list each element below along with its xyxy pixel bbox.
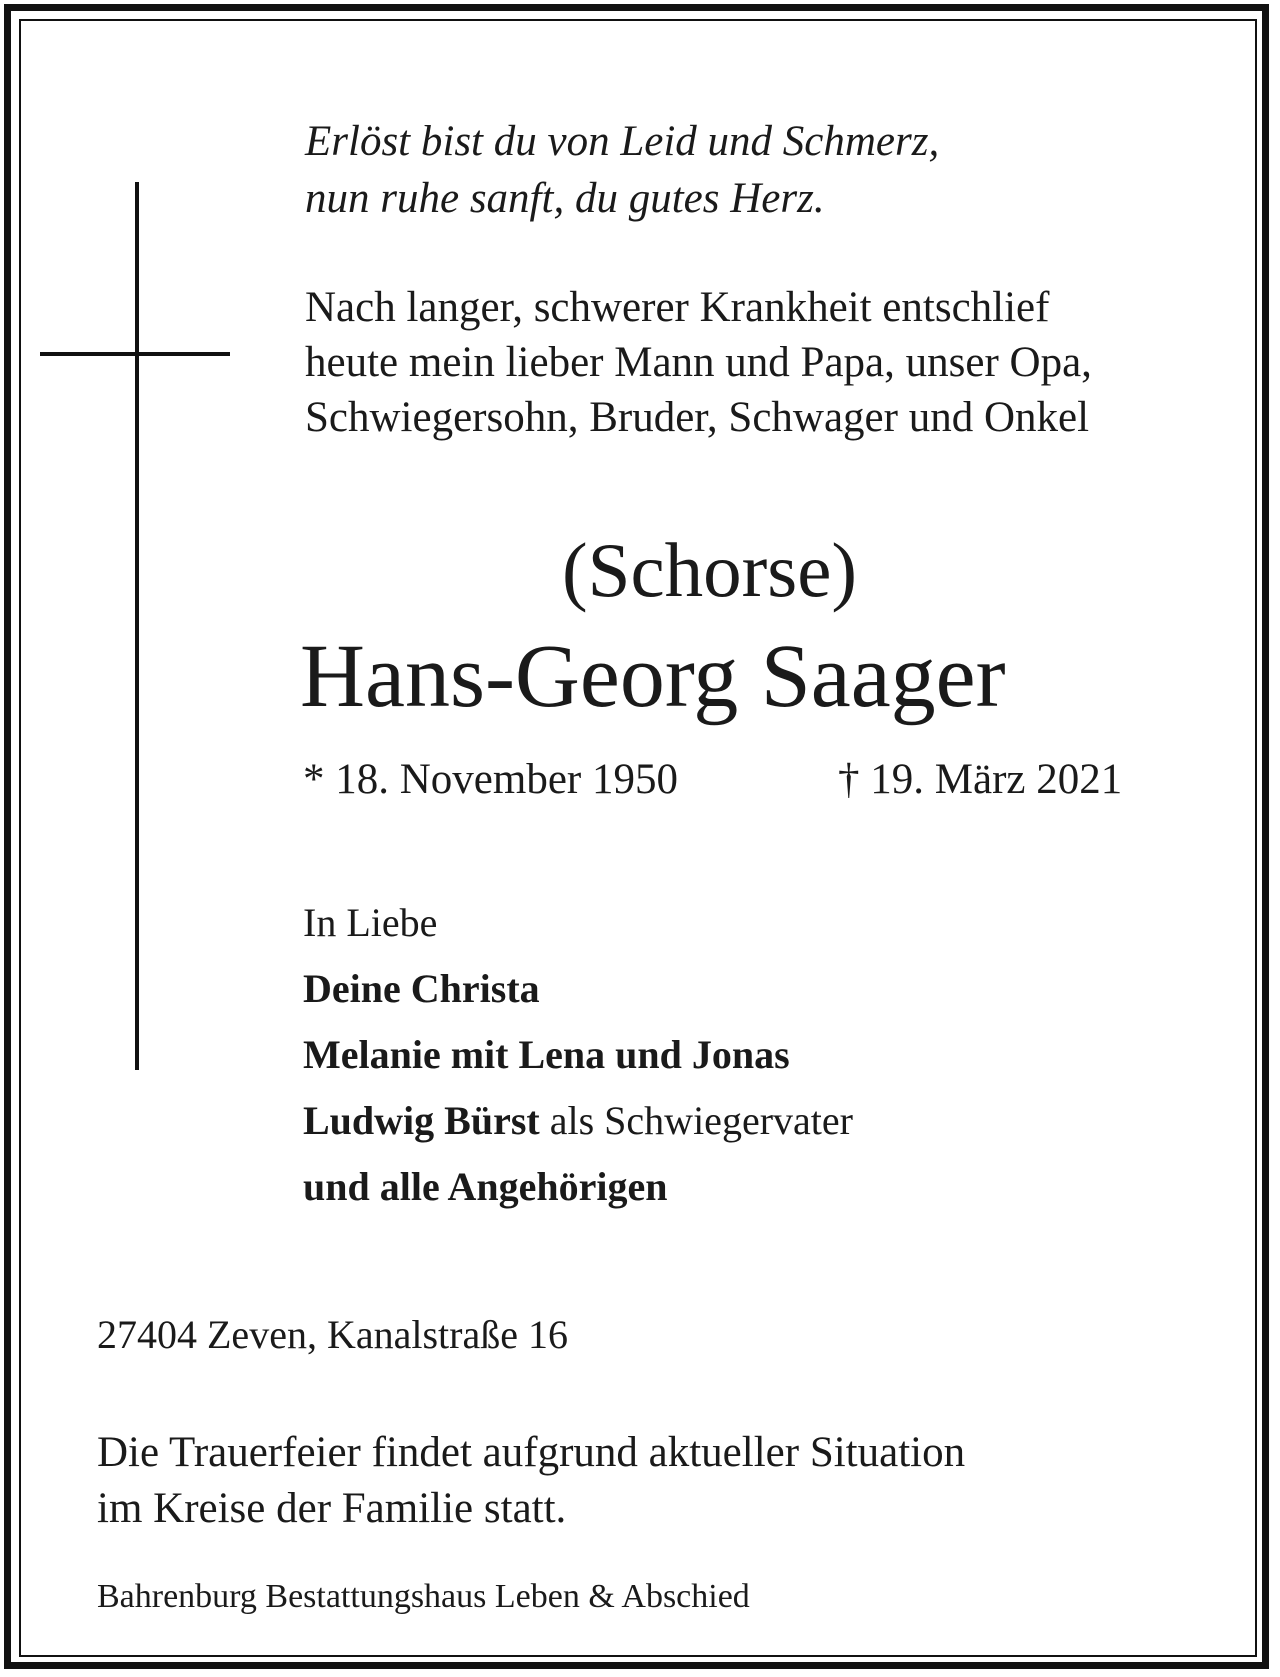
mourners-list [303,890,853,1220]
intro-line-3: Schwiegersohn, Bruder, Schwager und Onkel [305,394,1090,441]
inner-border [19,19,1257,1657]
notice-line-1: Die Trauerfeier findet aufgrund aktueller Situation [97,1429,966,1476]
funeral-home: Bahrenburg Bestattungshaus Leben & Abschied [97,1578,750,1615]
mourner-line-4: und alle Angehörigen [303,1164,668,1209]
mourner-line-3 [303,1088,853,1154]
deceased-nickname: (Schorse) [562,527,858,613]
memorial-quote [305,113,939,227]
death-date: † 19. März 2021 [838,756,1123,803]
notice-line-2: im Kreise der Familie statt. [97,1485,567,1532]
birth-date: * 18. November 1950 [303,756,678,803]
quote-line-1: Erlöst bist du von Leid und Schmerz, [305,118,940,165]
deceased-name: Hans-Georg Saager [300,627,1006,726]
mourner-line-1: Deine Christa [303,966,540,1011]
intro-line-2: heute mein lieber Mann und Papa, unser Opa, [305,339,1092,386]
mourners-opening: In Liebe [303,900,438,945]
intro-text [305,280,1092,445]
mourner-line-3-role: als Schwiegervater [539,1098,853,1143]
quote-line-2: nun ruhe sanft, du gutes Herz. [305,175,825,222]
cross-icon-vertical [135,182,139,1070]
mourner-line-3-name: Ludwig Bürst [303,1098,540,1143]
family-address: 27404 Zeven, Kanalstraße 16 [97,1312,568,1357]
funeral-notice [97,1425,965,1537]
intro-line-1: Nach langer, schwerer Krankheit entschlief [305,284,1050,331]
cross-icon-horizontal [40,352,230,356]
mourner-line-2: Melanie mit Lena und Jonas [303,1032,790,1077]
